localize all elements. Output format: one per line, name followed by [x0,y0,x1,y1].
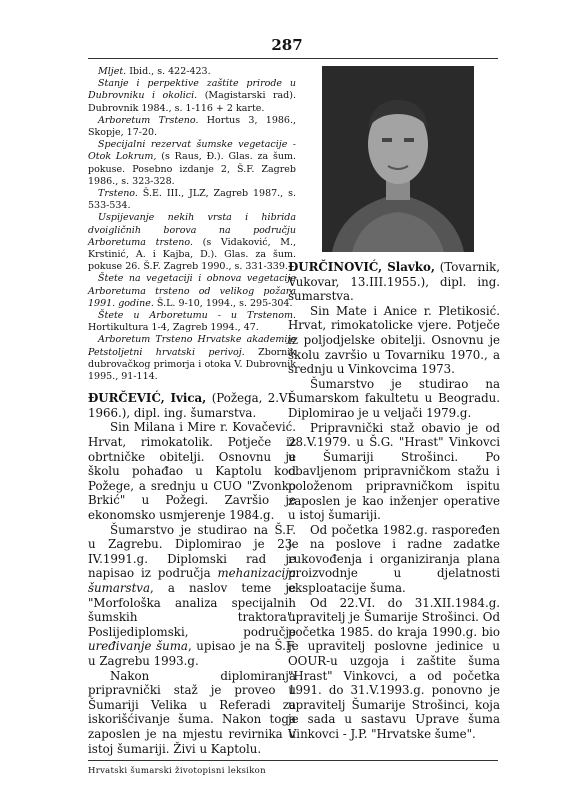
left-column [88,66,296,756]
reference-item: Štete u Arboretumu - u Trstenom. Hortikultura 1-4, Zagreb 1994., 47. [88,310,296,334]
reference-item: Arboretum Trsteno Hrvatske akademije Petstoljetni hrvatski perivoj. Zbornik dubrovačkog primorja i otoka V. Dubrovnik 1995., 91-114. [88,334,296,383]
reference-item: Trsteno. Š.E. III., JLZ, Zagreb 1987., s. 533-534. [88,188,296,212]
paragraph: Nakon diplomiranja pripravnički staž je proveo u Šumariji Velika u Referadi za iskorišćivanje šuma. Nakon toga zaposlen je na mjestu revirnika u istoj šumariji. Živi u Kaptolu. [88,668,296,756]
header-rule [88,58,498,59]
reference-item: Štete na vegetaciji i obnova vegetacije Arboretuma trsteno od velikog požara 1991. godine. Š.L. 9-10, 1994., s. 295-304. [88,273,296,309]
reference-item: Arboretum Trsteno. Hortus 3, 1986., Skopje, 17-20. [88,114,296,139]
portrait-photo [322,66,474,252]
footer-text: Hrvatski šumarski životopisni leksikon [88,766,266,776]
entry-heading-durcinovic: ĐURČINOVIĆ, Slavko, (Tovarnik, Vukovar, 13.III.1955.), dipl. ing. šumarstva. [288,260,500,304]
paragraph: Od 22.VI. do 31.XII.1984.g. upravitelj je Šumarije Strošinci. Od početka 1985. do kraja 1990.g. bio je upravitelj poslovne jedinice u OOUR-u uzgoja i zaštite šuma "Hrast" Vinkovci, a od početka 1991. do 31.V.1993.g. ponovno je upravitelj Šumarije Strošinci, koja je sada u sastavu Uprave šuma Vinkovci - J.P. "Hrvatske šume". [288,595,500,741]
paragraph: Šumarstvo je studirao na Š.F. u Zagrebu. Diplomirao je 23. IV.1991.g. Diplomski rad je napisao iz područja mehanizacija šumarstva, a naslov teme je "Morfološka analiza specijalnih šumskih traktora". Poslijediplomski, područje uređivanje šuma, upisao je na Š.F. u Zagrebu 1993.g. [88,522,296,668]
reference-item: Uspijevanje nekih vrsta i hibrida dvoigličnih borova na području Arboretuma trsteno. (s Vidaković, M., Krstinić, A. i Kajba, D.). Glas. za šum. pokuse 26. Š.F. Zagreb 1990., s. 331-339. [88,212,297,273]
paragraph: Pripravnički staž obavio je od 28.V.1979. u Š.G. "Hrast" Vinkovci u Šumariji Strošinci. Po obavljenom pripravničkom stažu i položenom pripravničkom ispitu zaposlen je kao inženjer operative u istoj šumariji. [288,420,500,523]
footer-rule [88,760,498,761]
reference-item: Stanje i perpektive zaštite prirode u Dubrovniku i okolici. (Magistarski rad). Dubrovnik 1984., s. 1-116 + 2 karte. [88,78,296,114]
reference-item: Specijalni rezervat šumske vegetacije - Otok Lokrum, (s Raus, Đ.). Glas. za šum. pokuse. Posebno izdanje 2, Š.F. Zagreb 1986., s. 323-328. [88,139,297,187]
entry-heading-durcevic: ĐURČEVIĆ, Ivica, (Požega, 2.VI. 1966.), dipl. ing. šumarstva. [88,391,296,420]
reference-item: Mljet. Ibid., s. 422-423. [98,66,211,77]
paragraph: Sin Milana i Mire r. Kovačević. Hrvat, rimokatolik. Potječe iz obrtničke obitelji. Osnovnu je školu pohađao u Kaptolu kod Požege, a srednju u CUO "Zvonko Brkić" u Požegi. Završio je ekonomsko usmjerenje 1984.g. [88,420,296,523]
page-number: 287 [271,36,303,54]
paragraph: Sin Mate i Anice r. Pletikosić. Hrvat, rimokatolicke vjere. Potječe iz poljodjelske obitelji. Osnovnu je školu završio u Tovarniku 1970., a srednju u Vinkovcima 1973. [288,303,500,377]
paragraph: Od početka 1982.g. raspoređen je na poslove i radne zadatke rukovođenja i organiziranja plana proizvodnje u djelatnosti eksploatacije šuma. [288,522,500,596]
right-column [288,66,500,742]
paragraph: Šumarstvo je studirao na Šumarskom fakultetu u Beogradu. Diplomirao je u veljači 1979.g. [288,376,500,420]
reference-list [88,66,296,383]
